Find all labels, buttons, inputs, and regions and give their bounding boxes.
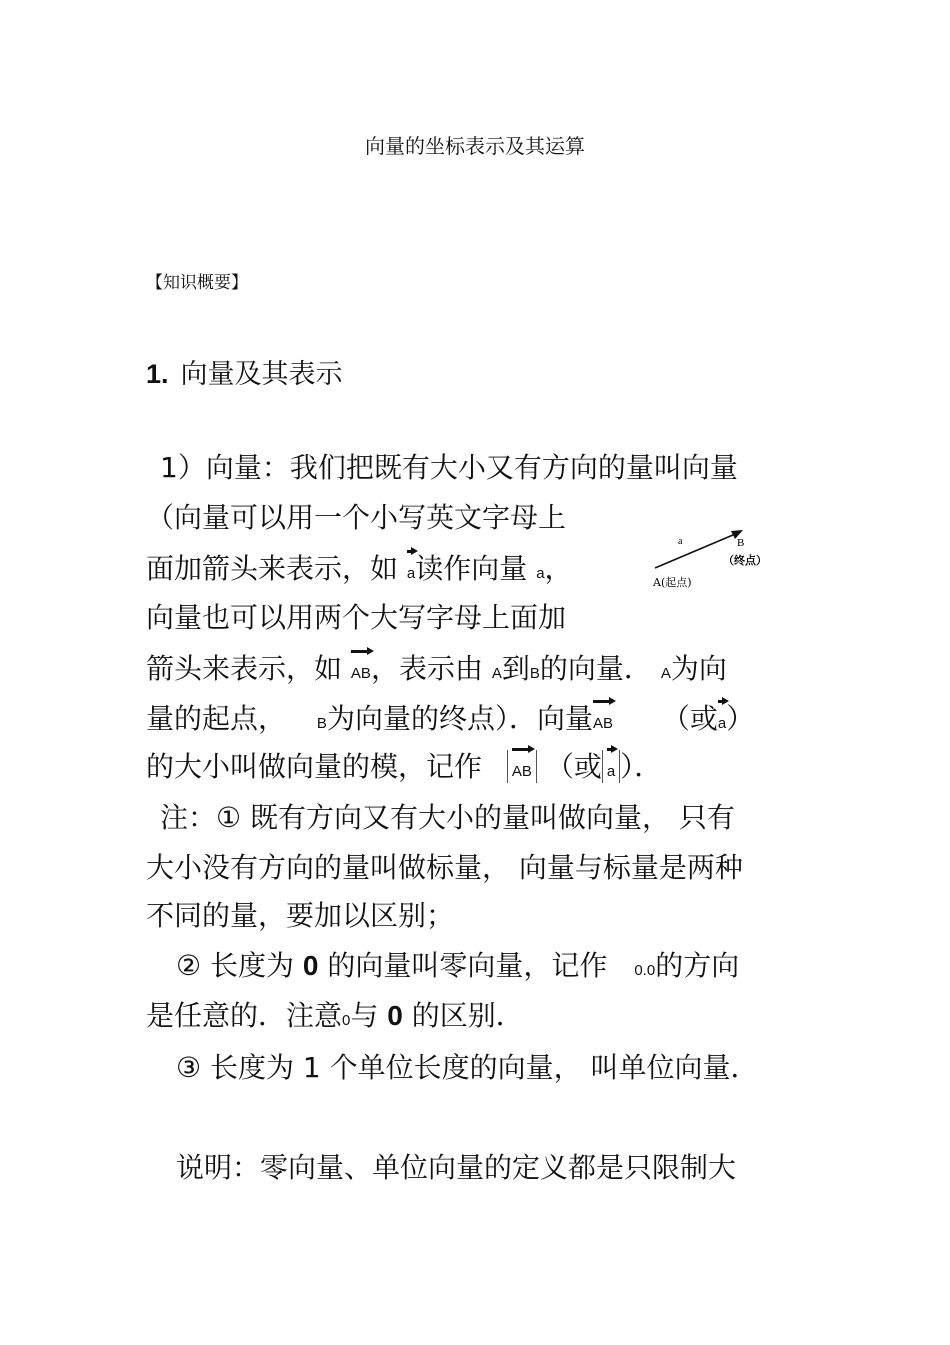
note-line-3: 不同的量，要加以区别； bbox=[146, 899, 455, 932]
note-line-2: 大小没有方向的量叫做标量， 向量与标量是两种 bbox=[146, 851, 743, 884]
diagram-label-end: （终点） bbox=[723, 554, 767, 567]
vector-AB: AB bbox=[593, 700, 613, 742]
definition-line-2: （向量可以用一个小写英文字母上 bbox=[146, 501, 567, 534]
heading bbox=[146, 352, 343, 391]
heading-text: 向量及其表示 bbox=[180, 359, 343, 390]
diagram-label-a: a bbox=[678, 536, 683, 547]
definition-line-4: 向量也可以用两个大写字母上面加 bbox=[146, 601, 567, 634]
zero-vector-symbol: 0 bbox=[342, 1012, 351, 1029]
vector-AB: AB bbox=[351, 650, 371, 692]
page-title: 向量的坐标表示及其运算 bbox=[365, 134, 585, 158]
note-line-6: ③ 长度为 1 个单位长度的向量， 叫单位向量． bbox=[176, 1051, 759, 1084]
definition-line-6: 量的起点， B为向量的终点）．向量AB （或a） bbox=[146, 700, 754, 742]
note-line-4: ② 长度为 0 的向量叫零向量，记作 0.0的方向 bbox=[176, 949, 740, 982]
definition-line-3: 面加箭头来表示，如 a读作向量 a， bbox=[146, 550, 573, 592]
vector-a: a bbox=[718, 700, 726, 742]
heading-number: 1. bbox=[146, 359, 169, 389]
definition-line-1: 1）向量：我们把既有大小又有方向的量叫向量 bbox=[160, 451, 738, 484]
definition-line-5: 箭头来表示，如 AB，表示由 A到B的向量． A为向 bbox=[146, 650, 727, 692]
diagram-label-start: A(起点) bbox=[653, 576, 692, 589]
note-line-5: 是任意的．注意0与 0 的区别． bbox=[146, 999, 524, 1032]
zero-vector-symbol: 0.0 bbox=[634, 962, 656, 979]
definition-line-7: 的大小叫做向量的模，记作 AB （或 a ）． bbox=[146, 748, 662, 790]
vector-a: a bbox=[407, 550, 415, 592]
note-line-7: 说明：零向量、单位向量的定义都是只限制大 bbox=[176, 1151, 737, 1184]
diagram-label-B: B bbox=[737, 537, 745, 549]
note-line-1: 注：① 既有方向又有大小的量叫做向量， 只有 bbox=[160, 801, 735, 834]
vector-diagram bbox=[645, 522, 785, 594]
vector-AB-magnitude: AB bbox=[512, 748, 532, 790]
vector-a-magnitude: a bbox=[607, 748, 615, 790]
section-label: 【知识概要】 bbox=[146, 273, 248, 293]
